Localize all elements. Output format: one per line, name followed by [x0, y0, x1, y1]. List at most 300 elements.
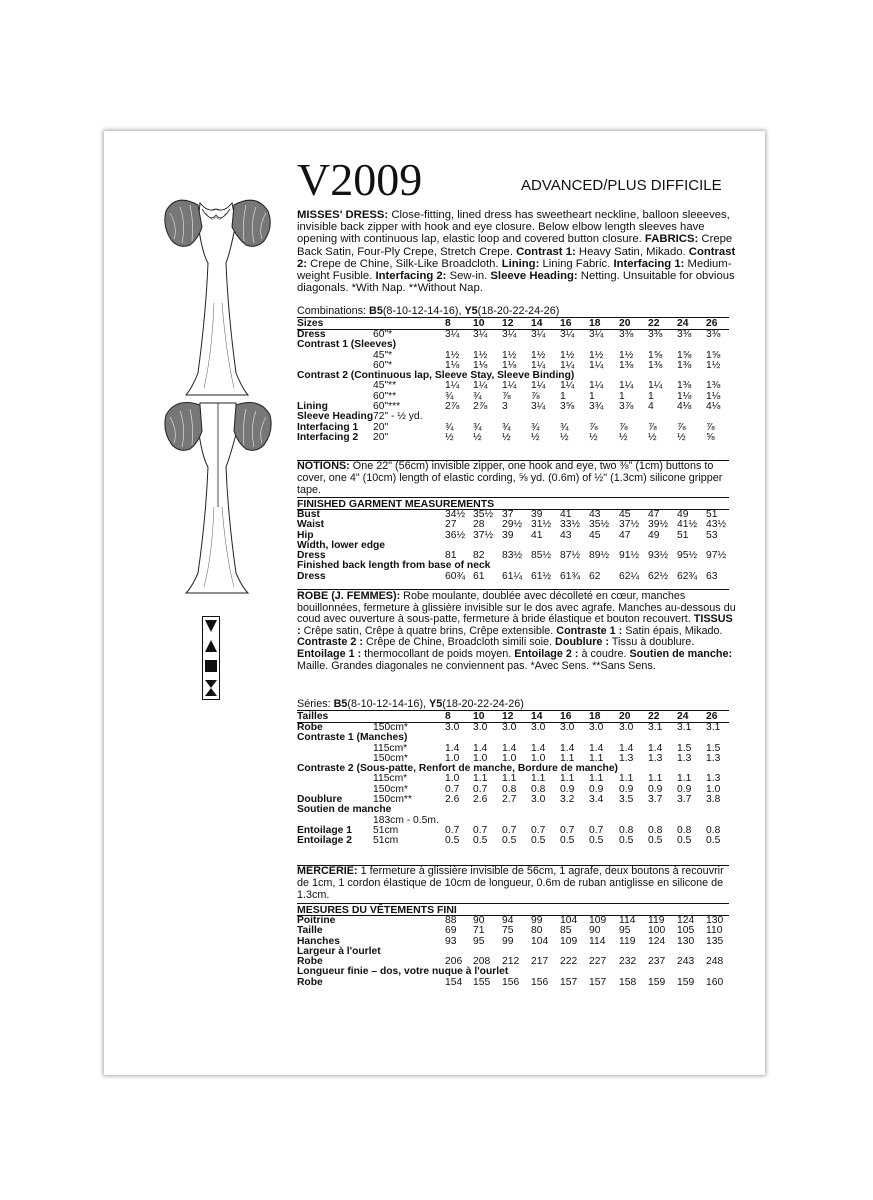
table-cell: 1.3	[706, 773, 721, 785]
table-cell: 62	[589, 570, 601, 582]
bold-label: MISSES' DRESS:	[297, 209, 389, 221]
table-cell: ½	[473, 431, 482, 443]
table-cell: 155	[473, 976, 491, 988]
table-cell: 1¼	[619, 380, 634, 392]
row-label: Robe	[297, 956, 323, 968]
table-cell: ⅞	[589, 421, 598, 433]
table-cell: 1.5	[706, 742, 721, 754]
table-cell: 43	[560, 529, 572, 541]
text-run: Lining Fabric.	[539, 257, 614, 270]
fabric-symbols	[202, 616, 220, 700]
table-cell: 156	[502, 976, 520, 988]
text-run: Crepe Back Satin, Four-Ply Crepe, Stretch Crepe.	[297, 233, 733, 258]
table-cell: 24	[677, 711, 689, 722]
table-cell: 1½	[502, 349, 517, 361]
dress-front-illustration	[156, 183, 280, 399]
table-cell: 1.4	[502, 742, 517, 754]
table-cell: 0.7	[445, 783, 460, 795]
table-cell: ½	[648, 431, 657, 443]
table-cell: 81	[445, 550, 457, 562]
table-cell: 75	[502, 925, 514, 937]
row-label: Robe	[297, 722, 323, 733]
bold-label: Contrast 2:	[297, 245, 736, 270]
bold-label: Doublure :	[555, 636, 610, 649]
bold-label: Entoilage 1 :	[297, 647, 362, 660]
table-cell: 26	[706, 318, 718, 329]
table-cell: ½	[677, 431, 686, 443]
table-cell: 3.0	[445, 722, 460, 733]
text-run: Tissu à doublure.	[609, 636, 695, 649]
row-label: Tailles	[297, 711, 329, 722]
table-cell: 1.1	[502, 773, 517, 785]
row-label: Contraste 2 (Sous-patte, Renfort de manche, Bordure de manche)	[297, 763, 618, 775]
table-cell: 31½	[531, 519, 552, 531]
text-run: Sew-in.	[446, 270, 491, 283]
table-cell: 61¾	[560, 570, 581, 582]
table-cell: 61½	[531, 570, 552, 582]
row-label: Taille	[297, 925, 323, 937]
table-cell: 114	[589, 935, 606, 947]
table-cell: ½	[531, 431, 540, 443]
table-cell: 85	[560, 925, 572, 937]
table-cell: 1.4	[473, 742, 488, 754]
table-cell: 1	[619, 390, 625, 402]
table-cell: ½	[560, 431, 569, 443]
table-cell: 0.8	[619, 824, 634, 836]
table-cell: 93	[445, 935, 457, 947]
table-row	[297, 381, 729, 391]
table-cell: 0.5	[648, 835, 663, 847]
square-icon	[205, 660, 217, 672]
table-cell: 237	[648, 956, 666, 968]
fabric-width: 60"*	[373, 359, 393, 371]
text-run: Satin épais, Mikado.	[622, 624, 723, 637]
table-cell: 3¼	[531, 401, 546, 413]
table-cell: 1¼	[648, 380, 663, 392]
table-cell: 41	[531, 529, 543, 541]
table-cell: 41	[560, 509, 572, 520]
table-cell: 1.1	[560, 752, 575, 764]
table-cell: 3¼	[560, 329, 575, 340]
table-cell: 248	[706, 956, 724, 968]
table-cell: 1½	[589, 349, 604, 361]
table-cell: 1⅝	[677, 349, 692, 361]
table-cell: 3¼	[589, 329, 604, 340]
table-cell: 1¼	[560, 380, 575, 392]
table-cell: 1½	[706, 359, 721, 371]
text-run: thermocollant de poids moyen.	[361, 647, 515, 660]
table-cell: 212	[502, 956, 520, 968]
bold-label: Contraste 1 :	[556, 624, 623, 637]
row-label: Width, lower edge	[297, 539, 386, 551]
table-cell: 130	[706, 915, 724, 926]
table-cell: 4⅛	[677, 401, 692, 413]
table-cell: 0.5	[560, 835, 575, 847]
row-label: Contrast 1 (Sleeves)	[297, 339, 397, 351]
table-cell: 0.7	[445, 824, 460, 836]
french-notions	[297, 866, 737, 902]
row-label: Interfacing 1	[297, 421, 359, 433]
text-run: 1 fermeture à glissière invisible de 56cm, 1 agrafe, deux boutons à recouvrir de 1cm, 1 cordon élastique de 10cm de longueur, 0.6m de ruban antiglisse en silicone de 1.3cm.	[297, 865, 724, 901]
table-row	[297, 433, 729, 443]
table-cell: 2⅞	[473, 401, 488, 413]
row-label: Contrast 2 (Continuous lap, Sleeve Stay, Sleeve Binding)	[297, 370, 575, 382]
table-cell: 3.1	[648, 722, 663, 733]
table-cell: 12	[502, 318, 514, 329]
text-run: Medium-weight Fusible.	[297, 257, 732, 283]
english-combinations	[297, 305, 737, 317]
row-label: Finished back length from base of neck	[297, 560, 491, 572]
table-cell: 1.0	[445, 752, 460, 764]
table-cell: 43½	[706, 519, 727, 531]
table-cell: 71	[473, 925, 485, 937]
row-label: Lining	[297, 401, 328, 413]
table-cell: 95½	[677, 550, 698, 562]
table-cell: 130	[677, 935, 695, 947]
table-cell: ⅞	[648, 421, 657, 433]
table-cell: 97½	[706, 550, 727, 562]
table-cell: 124	[677, 915, 695, 926]
table-cell: 0.9	[677, 783, 692, 795]
fabric-width: 45"*	[373, 349, 393, 361]
table-cell: 1⅛	[706, 390, 721, 402]
bold-label: FABRICS:	[644, 233, 699, 246]
table-cell: 8	[445, 711, 451, 722]
table-cell: ¾	[560, 421, 569, 433]
text-run: Crêpe de Chine, Broadcloth simili soie.	[363, 636, 556, 649]
table-cell: 0.8	[677, 824, 692, 836]
text-run: Close-fitting, lined dress has sweetheart neckline, balloon sleeeves, invisible back zipper with hook and eye closure. Below elbow length sleeves have opening with continuous lap, elastic loop and covered button closure.	[297, 209, 730, 246]
text-run: (8-10-12-14-16),	[347, 698, 430, 710]
table-cell: 62¾	[677, 570, 698, 582]
fabric-width: 20"	[373, 431, 389, 443]
table-cell: 1.0	[706, 783, 721, 795]
table-cell: 0.7	[531, 824, 546, 836]
table-cell: 82	[473, 550, 485, 562]
table-cell: ¾	[445, 421, 454, 433]
table-cell: 0.8	[531, 783, 546, 795]
table-cell: 206	[445, 956, 463, 968]
table-cell: 1½	[619, 349, 634, 361]
table-cell: 227	[589, 956, 607, 968]
french-yardage-table	[297, 710, 729, 847]
table-cell: 2.7	[502, 794, 517, 806]
table-cell: 3.0	[473, 722, 488, 733]
table-row	[297, 805, 729, 815]
table-row	[297, 572, 729, 582]
table-cell: 0.5	[589, 835, 604, 847]
table-row	[297, 520, 729, 530]
table-cell: ⅞	[677, 421, 686, 433]
table-cell: ¾	[531, 421, 540, 433]
table-cell: 33½	[560, 519, 581, 531]
table-cell: 1½	[560, 349, 575, 361]
table-cell: 51	[706, 509, 718, 520]
row-label: Robe	[297, 976, 323, 988]
french-measurements-title: MESURES DU VÊTEMENTS FINI	[297, 904, 457, 916]
fabric-width: 60"***	[373, 401, 401, 413]
table-cell: 53	[706, 529, 718, 541]
table-cell: 51	[677, 529, 689, 541]
table-row	[297, 836, 729, 846]
table-cell: 0.7	[473, 824, 488, 836]
row-label: Hanches	[297, 935, 340, 947]
table-cell: 88	[445, 915, 457, 926]
table-cell: 222	[560, 956, 578, 968]
bold-label: MERCERIE:	[297, 865, 358, 877]
text-run: (8-10-12-14-16),	[382, 305, 465, 317]
table-cell: 39½	[648, 519, 669, 531]
table-cell: 105	[677, 925, 695, 937]
table-cell: 69	[445, 925, 457, 937]
table-cell: 62¼	[619, 570, 640, 582]
table-cell: 1⅜	[677, 380, 692, 392]
table-cell: 1.1	[619, 773, 634, 785]
table-cell: 4	[648, 401, 654, 413]
table-cell: 0.9	[648, 783, 663, 795]
table-cell: 3¼	[473, 329, 488, 340]
table-cell: 1	[560, 390, 566, 402]
table-cell: 49	[648, 529, 660, 541]
table-cell: ⅞	[619, 421, 628, 433]
table-cell: 0.8	[648, 824, 663, 836]
table-cell: 217	[531, 956, 549, 968]
table-cell: 0.7	[589, 824, 604, 836]
table-cell: 3⅜	[648, 329, 663, 340]
table-cell: ⅞	[706, 421, 715, 433]
table-cell: 1.3	[648, 752, 663, 764]
table-cell: 12	[502, 711, 514, 722]
table-cell: 47	[619, 529, 631, 541]
bold-label: Contraste 2 :	[297, 636, 363, 649]
table-cell: 0.5	[706, 835, 721, 847]
table-cell: 1.1	[560, 773, 575, 785]
fabric-width: 51cm	[373, 835, 399, 847]
fabric-width: 150cm*	[373, 752, 408, 764]
table-row	[297, 412, 729, 422]
table-cell: ⅞	[531, 390, 540, 402]
bold-label: Y5	[429, 698, 443, 710]
text-run: Crêpe satin, Crêpe à quatre brins, Crêpe extensible.	[300, 624, 557, 637]
table-cell: 1⅜	[619, 359, 634, 371]
dress-back-illustration	[156, 397, 280, 597]
text-run: Crepe de Chine, Silk-Like Broadcloth.	[307, 257, 502, 270]
table-cell: 26	[706, 711, 718, 722]
table-cell: 157	[560, 976, 578, 988]
table-row	[297, 423, 729, 433]
table-cell: 1¼	[589, 380, 604, 392]
table-cell: 22	[648, 318, 660, 329]
table-cell: 1.1	[648, 773, 663, 785]
fabric-width: 20"	[373, 421, 389, 433]
difficulty-label: ADVANCED/PLUS DIFFICILE	[521, 177, 722, 194]
table-cell: 43	[589, 509, 601, 520]
french-description	[297, 591, 737, 672]
table-cell: 39	[502, 529, 514, 541]
table-cell: 80	[531, 925, 543, 937]
table-cell: 3.5	[619, 794, 634, 806]
table-cell: 1.1	[473, 773, 488, 785]
table-cell: 0.7	[473, 783, 488, 795]
bold-label: Entoilage 2 :	[514, 647, 579, 660]
table-cell: 2.6	[473, 794, 488, 806]
table-cell: 1¼	[445, 380, 460, 392]
table-cell: 160	[706, 976, 724, 988]
bold-label: Y5	[464, 305, 478, 317]
table-cell: 156	[531, 976, 549, 988]
table-cell: 3.1	[677, 722, 692, 733]
table-cell: 99	[531, 915, 543, 926]
table-cell: 109	[560, 935, 578, 947]
fabric-width: 183cm - 0.5m.	[373, 814, 439, 826]
table-cell: 1⅝	[648, 349, 663, 361]
table-cell: 3.7	[677, 794, 692, 806]
table-cell: 0.9	[589, 783, 604, 795]
table-cell: 39	[531, 509, 543, 520]
table-cell: 1⅜	[706, 380, 721, 392]
table-cell: 1⅛	[502, 359, 517, 371]
table-cell: ½	[502, 431, 511, 443]
table-cell: 16	[560, 318, 572, 329]
table-cell: 1¼	[560, 359, 575, 371]
table-cell: 1.4	[648, 742, 663, 754]
table-cell: 1.4	[445, 742, 460, 754]
table-cell: 27	[445, 519, 457, 531]
table-cell: 49	[677, 509, 689, 520]
table-cell: ¾	[473, 421, 482, 433]
fabric-width: 115cm*	[373, 773, 408, 785]
table-cell: 3.0	[531, 794, 546, 806]
table-cell: 0.7	[502, 824, 517, 836]
table-cell: 3.0	[531, 722, 546, 733]
english-yardage-table	[297, 317, 729, 443]
table-cell: 110	[706, 925, 723, 937]
bold-label: B5	[369, 305, 383, 317]
table-cell: 16	[560, 711, 572, 722]
table-cell: 114	[619, 915, 636, 926]
table-cell: 159	[648, 976, 666, 988]
table-cell: 3.0	[589, 722, 604, 733]
table-cell: 8	[445, 318, 451, 329]
table-cell: 0.8	[706, 824, 721, 836]
table-cell: 3¼	[445, 329, 460, 340]
table-cell: 3¼	[502, 329, 517, 340]
table-cell: 83½	[502, 550, 523, 562]
pattern-code: V2009	[297, 154, 423, 205]
table-cell: 1.1	[677, 773, 692, 785]
table-cell: 37	[502, 509, 514, 520]
row-label: Largeur à l'ourlet	[297, 945, 381, 957]
table-cell: 0.7	[560, 824, 575, 836]
table-cell: 3.0	[560, 722, 575, 733]
table-cell: ¾	[502, 421, 511, 433]
table-cell: 3.7	[648, 794, 663, 806]
table-cell: 1.1	[531, 773, 546, 785]
text-run: (18-20-22-24-26)	[442, 698, 524, 710]
table-cell: 1.4	[560, 742, 575, 754]
row-label: Longueur finie – dos, votre nuque à l'ourlet	[297, 966, 509, 978]
table-cell: 35½	[473, 509, 494, 520]
table-cell: 35½	[589, 519, 610, 531]
table-cell: 0.5	[619, 835, 634, 847]
table-cell: 37½	[619, 519, 640, 531]
table-cell: 109	[589, 915, 607, 926]
table-cell: 1¼	[531, 359, 546, 371]
table-cell: 1¼	[502, 380, 517, 392]
table-cell: 159	[677, 976, 695, 988]
table-cell: 87½	[560, 550, 581, 562]
table-cell: 3.4	[589, 794, 604, 806]
table-cell: 3.0	[502, 722, 517, 733]
table-cell: 1.5	[677, 742, 692, 754]
table-cell: 3.0	[619, 722, 634, 733]
table-cell: 1⅜	[648, 359, 663, 371]
table-cell: 119	[648, 915, 665, 926]
table-cell: 1.4	[589, 742, 604, 754]
table-cell: 232	[619, 956, 637, 968]
bold-label: Sleeve Heading:	[490, 270, 578, 283]
english-description	[297, 209, 737, 294]
row-label: Soutien de manche	[297, 804, 392, 816]
bold-label: Interfacing 1:	[613, 257, 685, 270]
table-cell: 10	[473, 711, 485, 722]
table-cell: 0.8	[502, 783, 517, 795]
english-measurements-title: FINISHED GARMENT MEASUREMENTS	[297, 498, 495, 510]
table-cell: 1.0	[445, 773, 460, 785]
table-cell: 1⅝	[706, 349, 721, 361]
table-cell: 243	[677, 956, 695, 968]
table-cell: 10	[473, 318, 485, 329]
row-label: Contraste 1 (Manches)	[297, 732, 408, 744]
row-label: Dress	[297, 570, 326, 582]
table-cell: 1.1	[589, 752, 604, 764]
table-cell: 1¼	[531, 380, 546, 392]
table-cell: 3⅜	[619, 329, 634, 340]
table-cell: 3	[502, 401, 508, 413]
table-cell: 0.9	[619, 783, 634, 795]
table-cell: 2⅞	[445, 401, 460, 413]
text-run: à coudre.	[578, 647, 630, 660]
table-row	[297, 392, 729, 402]
table-cell: 90	[589, 925, 601, 937]
table-cell: 1.3	[706, 752, 721, 764]
table-cell: 1.4	[619, 742, 634, 754]
table-cell: ½	[619, 431, 628, 443]
bold-label: Interfacing 2:	[375, 270, 447, 283]
table-cell: 1¼	[589, 359, 604, 371]
table-cell: 154	[445, 976, 463, 988]
table-cell: 29½	[502, 519, 523, 531]
table-cell: 45	[619, 509, 631, 520]
row-label: Entoilage 1	[297, 824, 352, 836]
table-cell: 0.5	[677, 835, 692, 847]
table-cell: 22	[648, 711, 660, 722]
bold-label: ROBE (J. FEMMES):	[297, 590, 401, 602]
table-cell: 0.5	[531, 835, 546, 847]
table-cell: 119	[619, 935, 636, 947]
table-cell: 37½	[473, 529, 494, 541]
table-cell: 1.1	[589, 773, 604, 785]
table-cell: 99	[502, 935, 514, 947]
table-cell: 0.5	[445, 835, 460, 847]
table-cell: 94	[502, 915, 514, 926]
table-cell: 135	[706, 935, 724, 947]
table-cell: 18	[589, 711, 601, 722]
table-cell: 91½	[619, 550, 640, 562]
row-label: Dress	[297, 550, 326, 562]
table-cell: 3¾	[589, 401, 604, 413]
table-cell: 89½	[589, 550, 610, 562]
